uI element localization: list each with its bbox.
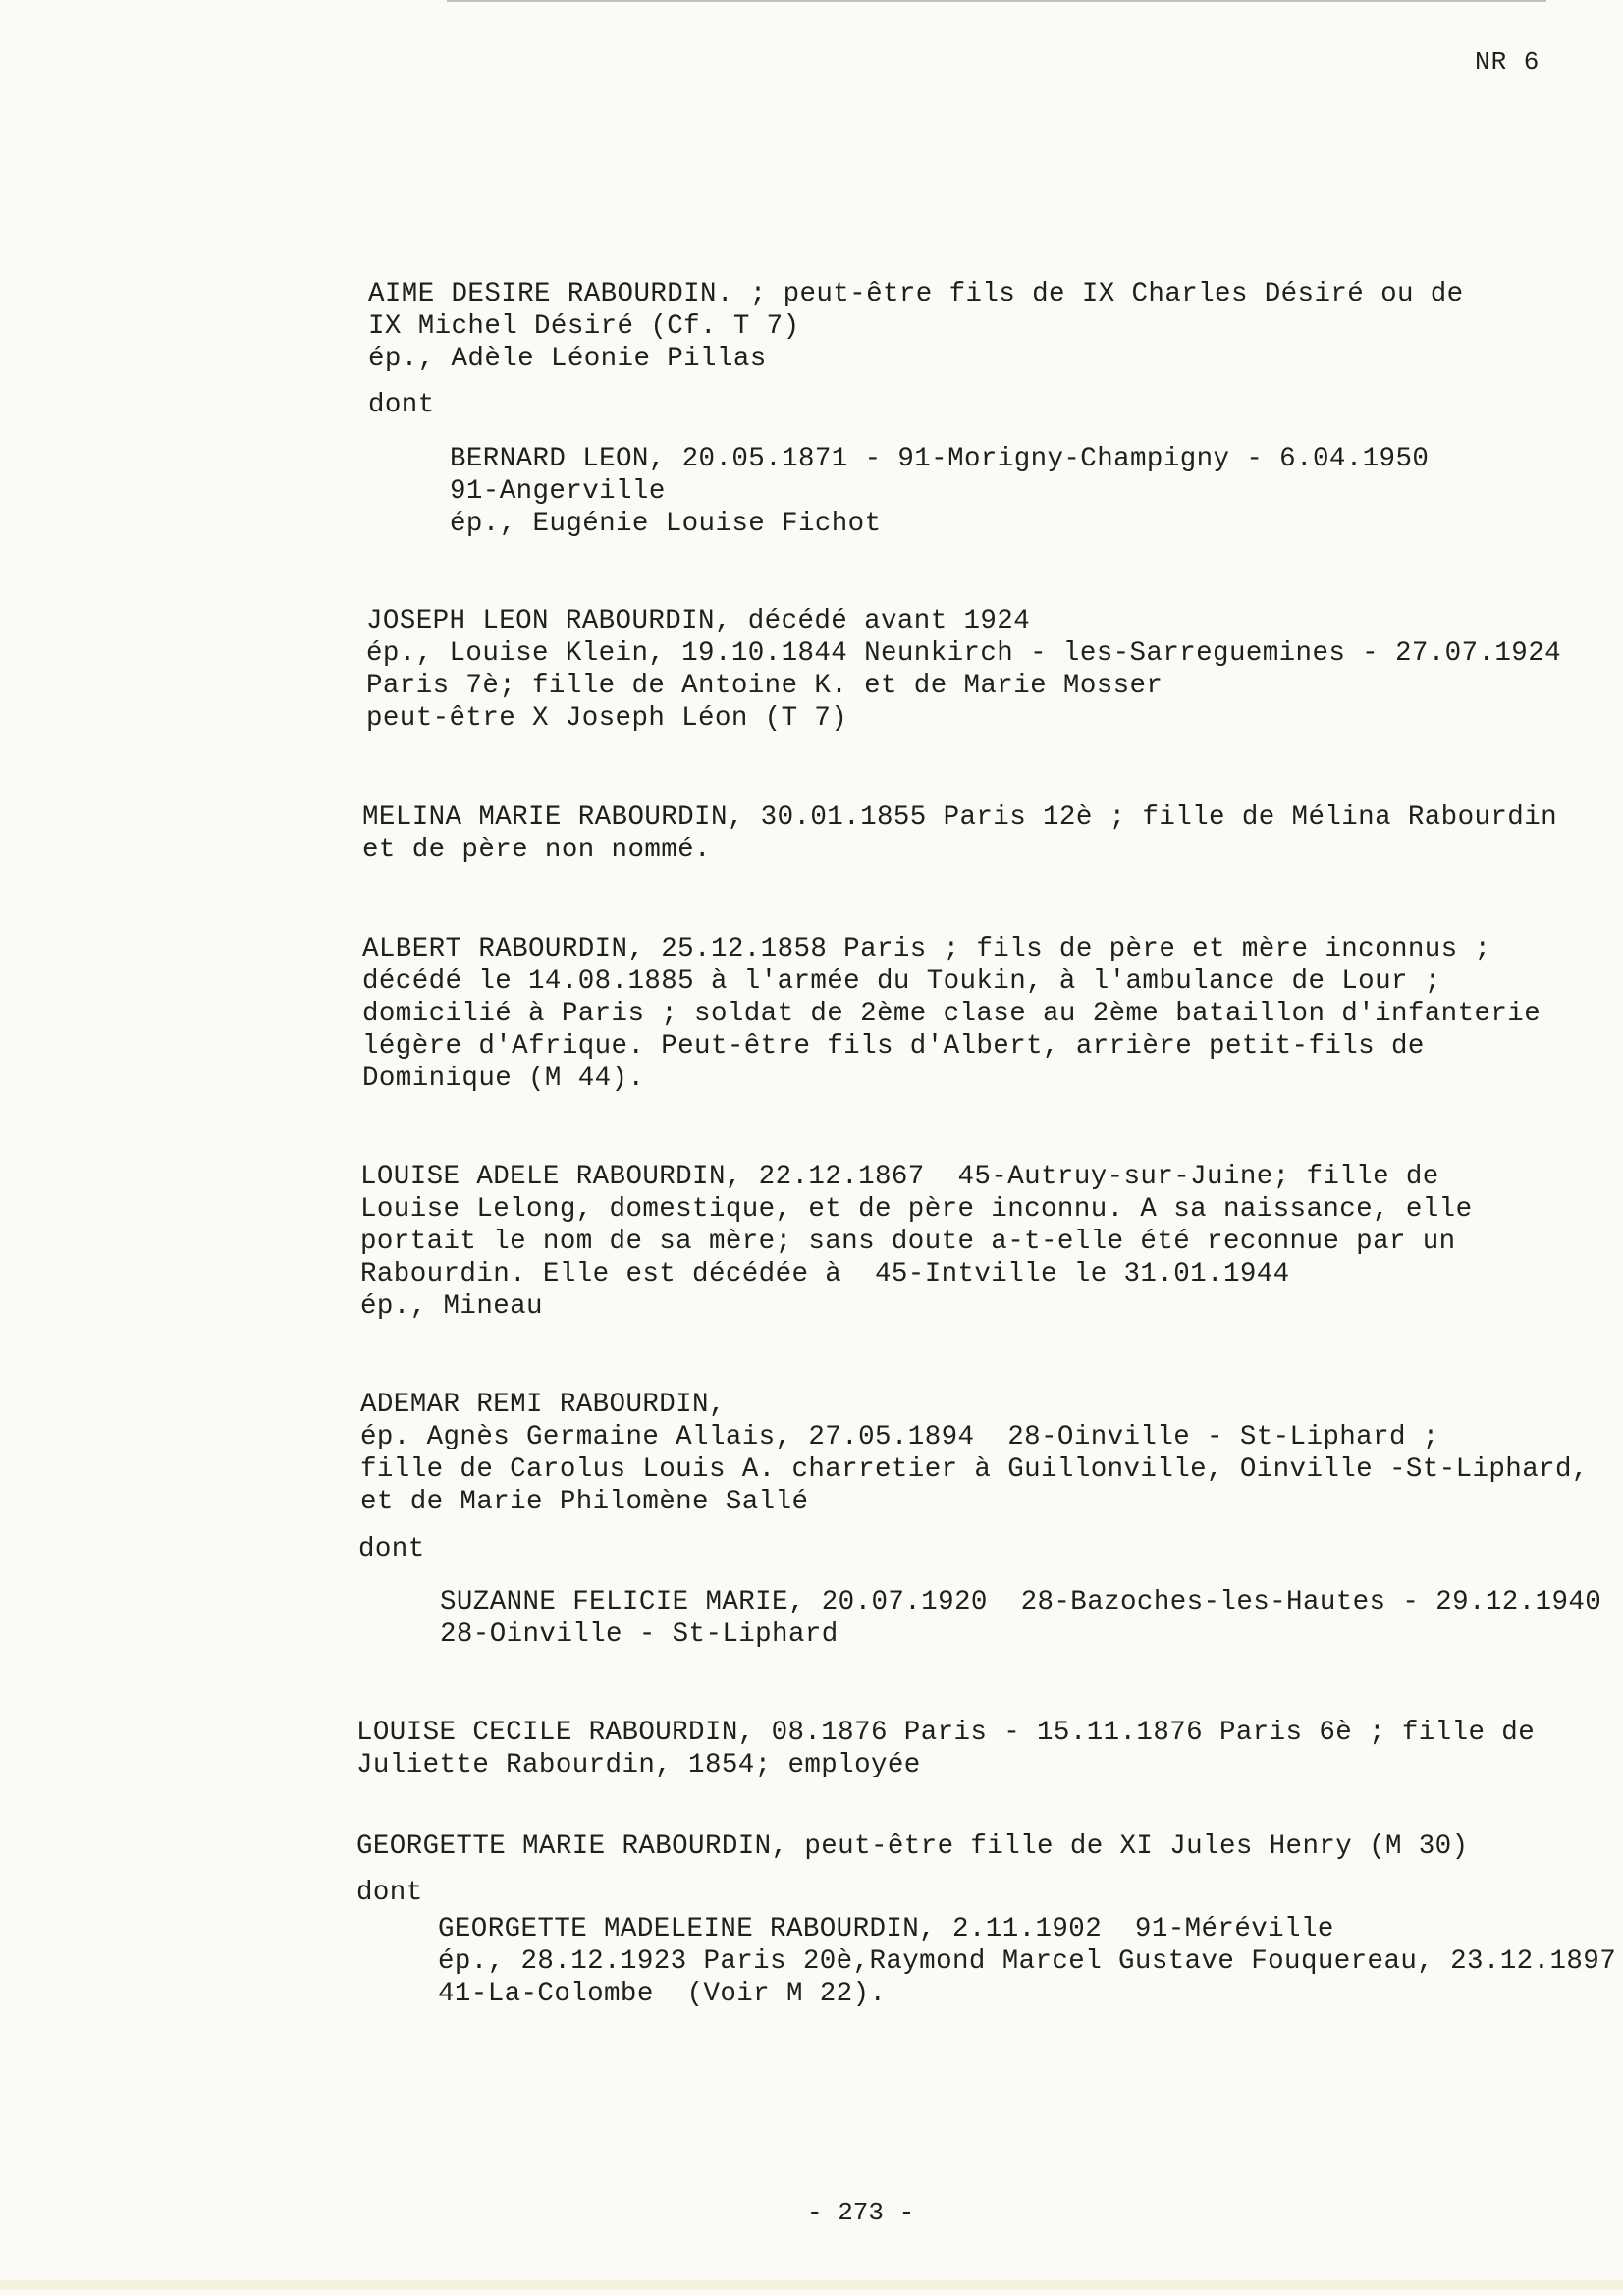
entry-line: ép., Louise Klein, 19.10.1844 Neunkirch - les-Sarreguemines - 27.07.1924 bbox=[366, 638, 1561, 669]
child-line: BERNARD LEON, 20.05.1871 - 91-Morigny-Champigny - 6.04.1950 bbox=[450, 444, 1430, 474]
page-reference: NR 6 bbox=[1475, 47, 1541, 77]
child-line: GEORGETTE MADELEINE RABOURDIN, 2.11.1902 91-Méréville bbox=[438, 1914, 1334, 1944]
entry-line: Paris 7è; fille de Antoine K. et de Marie Mosser bbox=[366, 671, 1163, 701]
top-edge-line bbox=[447, 0, 1546, 2]
entry-line: ép., Mineau bbox=[360, 1291, 543, 1322]
entry-line: MELINA MARIE RABOURDIN, 30.01.1855 Paris 12è ; fille de Mélina Rabourdin bbox=[362, 802, 1557, 833]
entry-line: Louise Lelong, domestique, et de père inconnu. A sa naissance, elle bbox=[360, 1194, 1473, 1225]
entry-line: IX Michel Désiré (Cf. T 7) bbox=[368, 311, 800, 342]
entry-line: ép. Agnès Germaine Allais, 27.05.1894 28-Oinville - St-Liphard ; bbox=[360, 1422, 1439, 1452]
entry-line: décédé le 14.08.1885 à l'armée du Toukin, à l'ambulance de Lour ; bbox=[362, 966, 1441, 997]
entry-line: JOSEPH LEON RABOURDIN, décédé avant 1924 bbox=[366, 606, 1031, 636]
entry-line: AIME DESIRE RABOURDIN. ; peut-être fils de IX Charles Désiré ou de bbox=[368, 279, 1464, 309]
entry-line: portait le nom de sa mère; sans doute a-t-elle été reconnue par un bbox=[360, 1227, 1456, 1257]
page-number: - 273 - bbox=[807, 2198, 915, 2227]
entry-line: domicilié à Paris ; soldat de 2ème clase au 2ème bataillon d'infanterie bbox=[362, 999, 1542, 1029]
entry-line: Rabourdin. Elle est décédée à 45-Intville le 31.01.1944 bbox=[360, 1259, 1290, 1289]
entry-line: LOUISE ADELE RABOURDIN, 22.12.1867 45-Autruy-sur-Juine; fille de bbox=[360, 1162, 1439, 1192]
dont-label: dont bbox=[356, 1878, 423, 1908]
child-line: 41-La-Colombe (Voir M 22). bbox=[438, 1979, 887, 2009]
entry-line: légère d'Afrique. Peut-être fils d'Albert, arrière petit-fils de bbox=[362, 1031, 1425, 1062]
entry-line: ép., Adèle Léonie Pillas bbox=[368, 344, 767, 374]
entry-line: fille de Carolus Louis A. charretier à Guillonville, Oinville -St-Liphard, bbox=[360, 1454, 1589, 1485]
child-line: 91-Angerville bbox=[450, 476, 666, 507]
bottom-edge-strip bbox=[0, 2280, 1623, 2290]
child-line: ép., Eugénie Louise Fichot bbox=[450, 509, 882, 539]
entry-line: Dominique (M 44). bbox=[362, 1064, 645, 1094]
child-line: 28-Oinville - St-Liphard bbox=[440, 1619, 839, 1650]
entry-line: peut-être X Joseph Léon (T 7) bbox=[366, 703, 848, 734]
entry-line: ALBERT RABOURDIN, 25.12.1858 Paris ; fils de père et mère inconnus ; bbox=[362, 934, 1491, 964]
entry-line: ADEMAR REMI RABOURDIN, bbox=[360, 1390, 726, 1420]
dont-label: dont bbox=[358, 1534, 425, 1564]
entry-line: et de Marie Philomène Sallé bbox=[360, 1487, 809, 1517]
entry-line: et de père non nommé. bbox=[362, 835, 711, 865]
dont-label: dont bbox=[368, 390, 435, 420]
child-line: SUZANNE FELICIE MARIE, 20.07.1920 28-Bazoches-les-Hautes - 29.12.1940 bbox=[440, 1587, 1602, 1617]
entry-line: LOUISE CECILE RABOURDIN, 08.1876 Paris - 15.11.1876 Paris 6è ; fille de bbox=[356, 1718, 1536, 1748]
child-line: ép., 28.12.1923 Paris 20è,Raymond Marcel Gustave Fouquereau, 23.12.1897 bbox=[438, 1946, 1617, 1977]
entry-line: Juliette Rabourdin, 1854; employée bbox=[356, 1750, 921, 1780]
entry-line: GEORGETTE MARIE RABOURDIN, peut-être fille de XI Jules Henry (M 30) bbox=[356, 1831, 1469, 1862]
